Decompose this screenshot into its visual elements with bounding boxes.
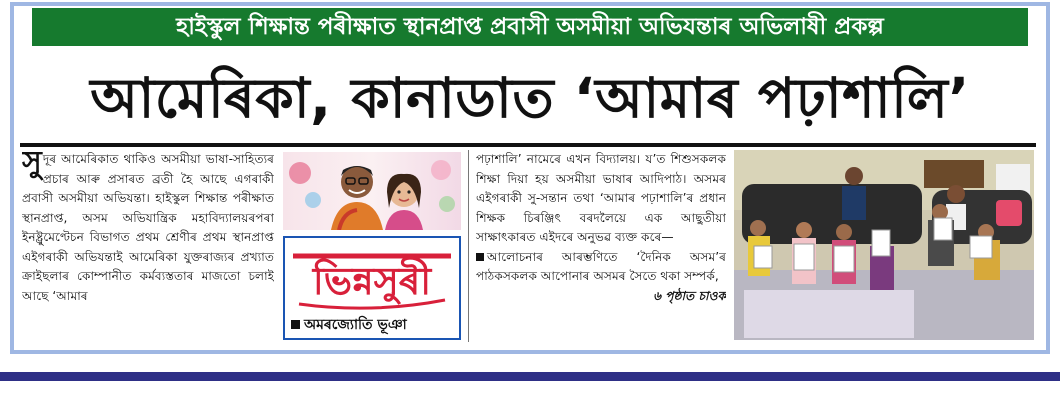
classroom-photo <box>734 150 1034 340</box>
headline-rule <box>20 143 1036 147</box>
byline <box>291 314 457 336</box>
column-logo-text: ভিন্নসুৰী <box>312 259 432 303</box>
article-column-3 <box>476 150 726 340</box>
portrait-photo <box>283 152 461 230</box>
column-logo <box>289 242 455 312</box>
author-name: অমৰজ্যোতি ভূঞা <box>304 317 407 333</box>
classroom-scene <box>734 150 1034 340</box>
man-figure <box>331 158 387 230</box>
column-1-text: দূৰ আমেৰিকাত থাকিও অসমীয়া ভাষা-সাহিত্যৰ প্ৰচাৰ আৰু প্ৰসাৰত ব্ৰতী হৈ আছে এগৰাকী প্ৰবাসী অসমীয়া অভিযন্তা। হাইস্কুল শিক্ষান্ত পৰীক্ষাত স্থানপ্ৰাপ্ত, অসম অভিযান্ত্ৰিক মহাবিদ্যালয়ৰপৰা ইনষ্ট্ৰুমেণ্টেচন বিভাগত প্ৰথম শ্ৰেণীৰ প্ৰথম স্থানপ্ৰাপ্ত এইগৰাকী অভিযন্তাই আমেৰিকা যুক্তৰাজ্যৰ প্ৰখ্যাত ক্ৰাইছলাৰ কোম্পানীত কৰ্মব্যস্ততাৰ মাজতো চলাই আছে ‘আমাৰ <box>22 152 274 303</box>
continued-note: ৬ পৃষ্ঠাত চাওক <box>653 288 726 303</box>
article-column-1 <box>22 150 274 340</box>
girl-figure <box>381 168 427 230</box>
bottom-bar <box>0 372 1060 381</box>
kicker-banner: হাইস্কুল শিক্ষান্ত পৰীক্ষাত স্থানপ্ৰাপ্ত প্ৰবাসী অসমীয়া অভিযন্তাৰ অভিলাষী প্ৰকল্প <box>32 8 1028 46</box>
headline: আমেৰিকা, কানাডাত ‘আমাৰ পঢ়াশালি’ <box>90 66 970 130</box>
drop-cap: সু <box>22 150 42 180</box>
column-3-paragraph-2-text: আলোচনাৰ আৰম্ভণিতে ‘দৈনিক অসম’ৰ পাঠকসকলক আপোনাৰ অসমৰ সৈতে থকা সম্পৰ্ক, <box>476 249 726 283</box>
column-box <box>283 236 461 340</box>
bullet-square-icon <box>476 253 484 261</box>
column-divider <box>468 150 469 342</box>
column-3-paragraph-1: পঢ়াশালি’ নামেৰে এখন বিদ্যালয়। য’ত শিশুসকলক শিক্ষা দিয়া হয় অসমীয়া ভাষাৰ আদিপাঠ। অসমৰ এইগৰাকী সু-সন্তান তথা ‘আমাৰ পঢ়াশালি’ৰ প্ৰধান শিক্ষক চিৰঞ্জিৎ বৰদলৈয়ে এক আছুতীয়া সাক্ষাৎকাৰত এইদৰে অনুভৱ ব্যক্ত কৰে— <box>476 152 726 244</box>
byline-square-icon <box>291 320 300 329</box>
column-3-paragraph-2 <box>476 248 726 287</box>
